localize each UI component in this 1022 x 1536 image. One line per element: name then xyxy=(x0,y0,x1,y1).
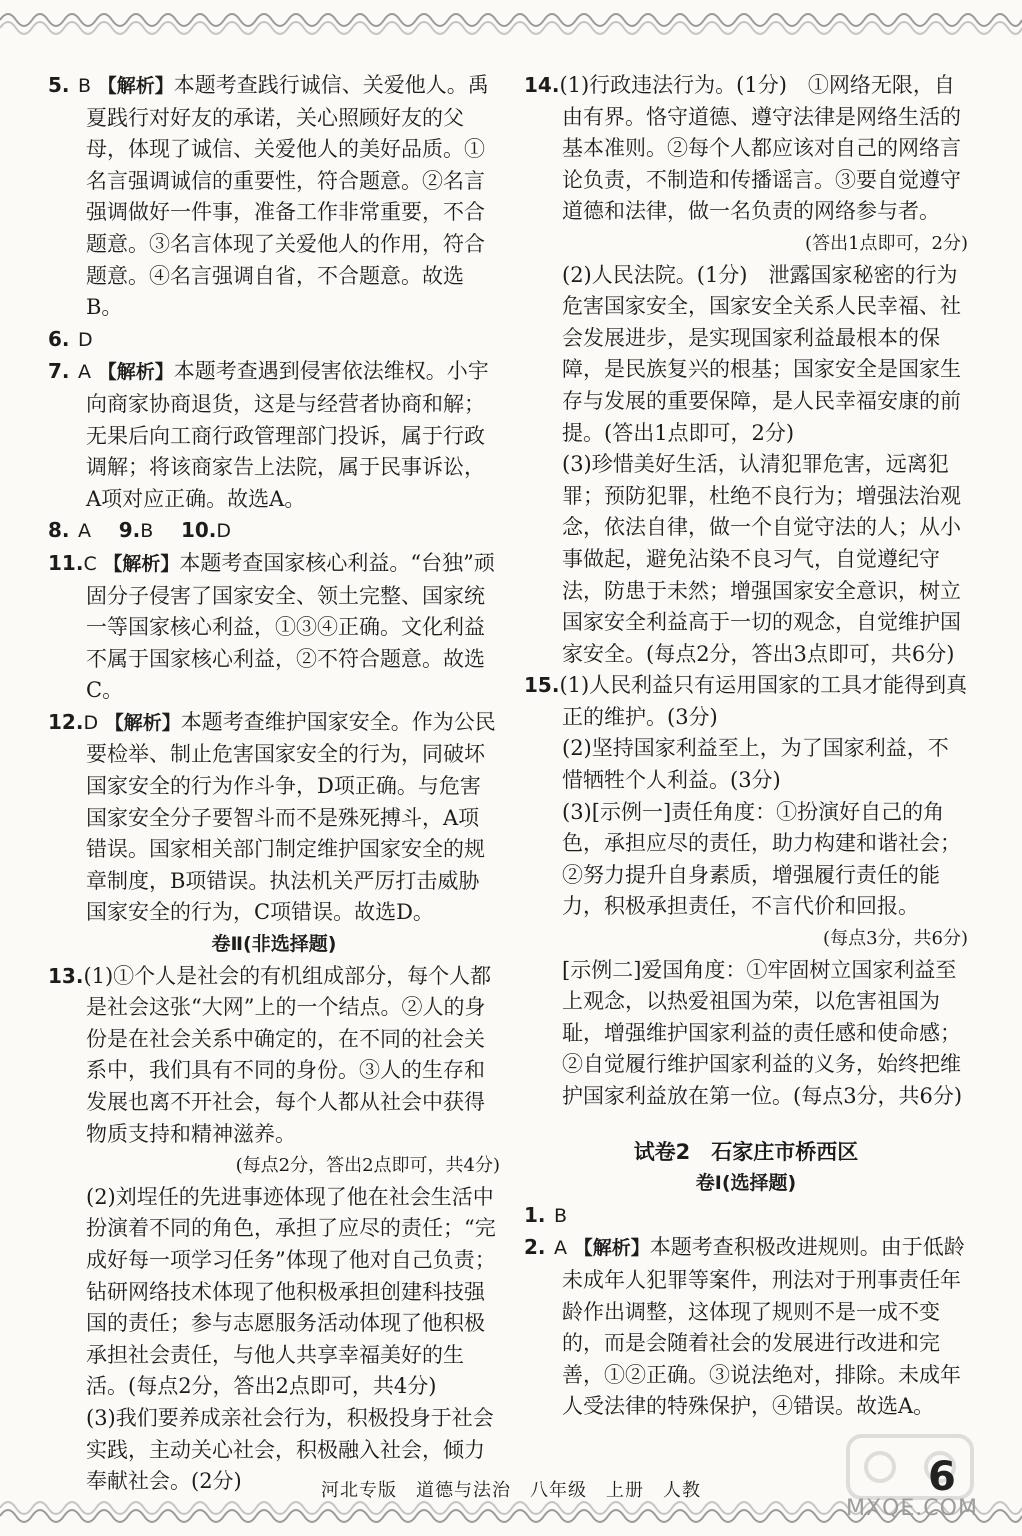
answer-item-8-10 xyxy=(48,515,500,548)
section-heading: 卷Ⅰ(选择题) xyxy=(695,1172,797,1195)
answer-item-7 xyxy=(48,356,500,515)
analysis-tag: 【解析】 xyxy=(104,711,181,734)
answer-item-2 xyxy=(524,1232,968,1423)
question-number: 15. xyxy=(524,673,560,698)
answer-item-14 xyxy=(524,70,968,228)
answer-part-2: (2)坚持国家利益至上，为了国家利益，不惜牺牲个人利益。(3分) xyxy=(562,736,949,793)
answer-part-3: (3)我们要养成亲社会行为，积极投身于社会实践，主动关心社会，积极融入社会，倾力奉献社会。(2分) xyxy=(86,1405,494,1494)
analysis-tag: 【解析】 xyxy=(573,1237,650,1260)
score-note: (每点3分，共6分) xyxy=(823,928,968,950)
question-number: 2. xyxy=(524,1235,546,1260)
right-column xyxy=(524,70,968,1423)
answer-choice: D xyxy=(83,711,99,734)
answer-item-1 xyxy=(524,1200,968,1233)
score-note: (每点2分，答出2点即可，共4分) xyxy=(235,1155,500,1177)
answer-choice: C xyxy=(83,552,97,575)
analysis-tag: 【解析】 xyxy=(103,552,180,575)
answer-part-1: (1)①个人是社会的有机组成部分，每个人都是社会这张“大网”上的一个结点。②人的身份是在社会关系中确定的，在不同的社会关系中，我们具有不同的身份。③人的生存和发展也离不开社会，每个人都从社会中获得物质支持和精神滋养。 xyxy=(83,963,492,1146)
answer-part-3: (3)[示例一]责任角度：①扮演好自己的角色，承担应尽的责任，助力构建和谐社会；②努力提升自身素质，增强履行责任的能力，积极承担责任，不言代价和回报。 xyxy=(562,799,961,919)
top-wavy-border xyxy=(0,0,1022,44)
answer-choice: A xyxy=(554,1237,567,1260)
answer-item-13 xyxy=(48,961,500,1151)
question-number: 14. xyxy=(524,73,560,97)
question-number: 13. xyxy=(48,963,84,988)
score-note: (答出1点即可，2分) xyxy=(805,232,968,254)
question-number: 12. xyxy=(48,709,84,734)
section-heading: 卷Ⅱ(非选择题) xyxy=(211,933,337,956)
analysis-tag: 【解析】 xyxy=(97,75,174,97)
left-column xyxy=(48,70,500,1498)
answer-choice: A xyxy=(78,361,91,384)
answer-choice: B xyxy=(78,75,92,97)
answer-choice: B xyxy=(140,520,154,543)
page-footer: 河北专版 道德与法治 八年级 上册 人教 xyxy=(321,1480,701,1501)
page-number: 6 xyxy=(928,1454,956,1500)
analysis-text: 本题考查维护国家安全。作为公民要检举、制止危害国家安全的行为，同破坏国家安全的行为作斗争，D项正确。与危害国家安全分子要智斗而不是殊死搏斗，A项错误。国家相关部门制定维护国家安全的规章制度，B项错误。执法机关严厉打击威胁国家安全的行为，C项错误。故选D。 xyxy=(86,709,496,925)
answer-part-2: (2)刘埕任的先进事迹体现了他在社会生活中扮演着不同的角色，承担了应尽的责任；“完成好每一项学习任务”体现了他对自己负责；钻研网络技术体现了他积极承担创建科技强国的责任；参与志愿服务活动体现了他积极承担社会责任，与他人共享幸福美好的生活。(每点2分，答出2点即可，共4分) xyxy=(86,1184,496,1399)
answer-part-2: (2)人民法院。(1分) 泄露国家秘密的行为危害国家安全，国家安全关系人民幸福、社会发展进步，是实现国家利益最根本的保障，是民族复兴的根基；国家安全是国家生存与发展的重要保障，是人民幸福安康的前提。(答出1点即可，2分) xyxy=(562,262,961,445)
answer-item-15 xyxy=(524,670,968,733)
answer-part-4: [示例二]爱国角度：①牢固树立国家利益至上观念，以热爱祖国为荣，以危害祖国为耻，增强维护国家利益的责任感和使命感；②自觉履行维护国家利益的义务，始终把维护国家利益放在第一位。(每点3分，共6分) xyxy=(562,957,963,1108)
answer-choice: D xyxy=(78,328,93,351)
question-number: 7. xyxy=(48,359,70,384)
analysis-text: 本题考查积极改进规则。由于低龄未成年人犯罪等案件，刑法对于刑事责任年龄作出调整，这体现了规则不是一成不变的，而是会随着社会的发展进行改进和完善，①②正确。③说法绝对，排除。未成年人受法律的特殊保护，④错误。故选A。 xyxy=(562,1235,965,1419)
answer-item-11 xyxy=(48,548,500,707)
answer-item-5 xyxy=(48,70,500,324)
answer-choice: A xyxy=(78,520,91,543)
question-number: 8. xyxy=(48,518,70,543)
question-number: 6. xyxy=(48,326,70,351)
answer-part-3: (3)珍惜美好生活，认清犯罪危害，远离犯罪；预防犯罪，杜绝不良行为；增强法治观念，依法自律，做一个自觉守法的人；从小事做起，避免沾染不良习气，自觉遵纪守法，防患于未然；增强国家安全意识，树立国家安全利益高于一切的观念，自觉维护国家安全。(每点2分，答出3点即可，共6分) xyxy=(562,452,961,666)
analysis-tag: 【解析】 xyxy=(97,361,174,384)
answer-part-1: (1)行政违法行为。(1分) ①网络无限，自由有界。恪守道德、遵守法律是网络生活的基本准则。②每个人都应该对自己的网络言论负责，不制造和传播谣言。③要自觉遵守道德和法律，做一名负责的网络参与者。 xyxy=(559,73,961,224)
answer-item-12 xyxy=(48,707,500,929)
answer-choice: B xyxy=(554,1204,568,1227)
answer-part-1: (1)人民利益只有运用国家的工具才能得到真正的维护。(3分) xyxy=(559,673,968,729)
question-number: 1. xyxy=(524,1202,546,1227)
question-number: 5. xyxy=(48,73,70,97)
answer-choice: D xyxy=(216,520,232,543)
question-number: 11. xyxy=(48,550,84,575)
analysis-text: 本题考查遇到侵害依法维权。小宇向商家协商退货，这是与经营者协商和解；无果后向工商行政管理部门投诉，属于行政调解；将该商家告上法院，属于民事诉讼，A项对应正确。故选A。 xyxy=(86,359,489,511)
question-number: 10. xyxy=(180,518,217,543)
question-number: 9. xyxy=(118,518,141,543)
exam-title: 试卷2 石家庄市桥西区 xyxy=(633,1139,859,1164)
analysis-text: 本题考查践行诚信、关爱他人。禹夏践行对好友的承诺，关心照顾好友的父母，体现了诚信、关爱他人的美好品质。①名言强调诚信的重要性，符合题意。②名言强调做好一件事，准备工作非常重要，不合题意。③名言体现了关爱他人的作用，符合题意。④名言强调自省，不合题意。故选B。 xyxy=(86,73,489,320)
watermark-text: MXQE.COM xyxy=(846,1496,978,1521)
analysis-text: 本题考查国家核心利益。“台独”顽固分子侵害了国家安全、领土完整、国家统一等国家核心利益，①③④正确。文化利益不属于国家核心利益，②不符合题意。故选C。 xyxy=(86,550,495,703)
answer-item-6 xyxy=(48,324,500,357)
